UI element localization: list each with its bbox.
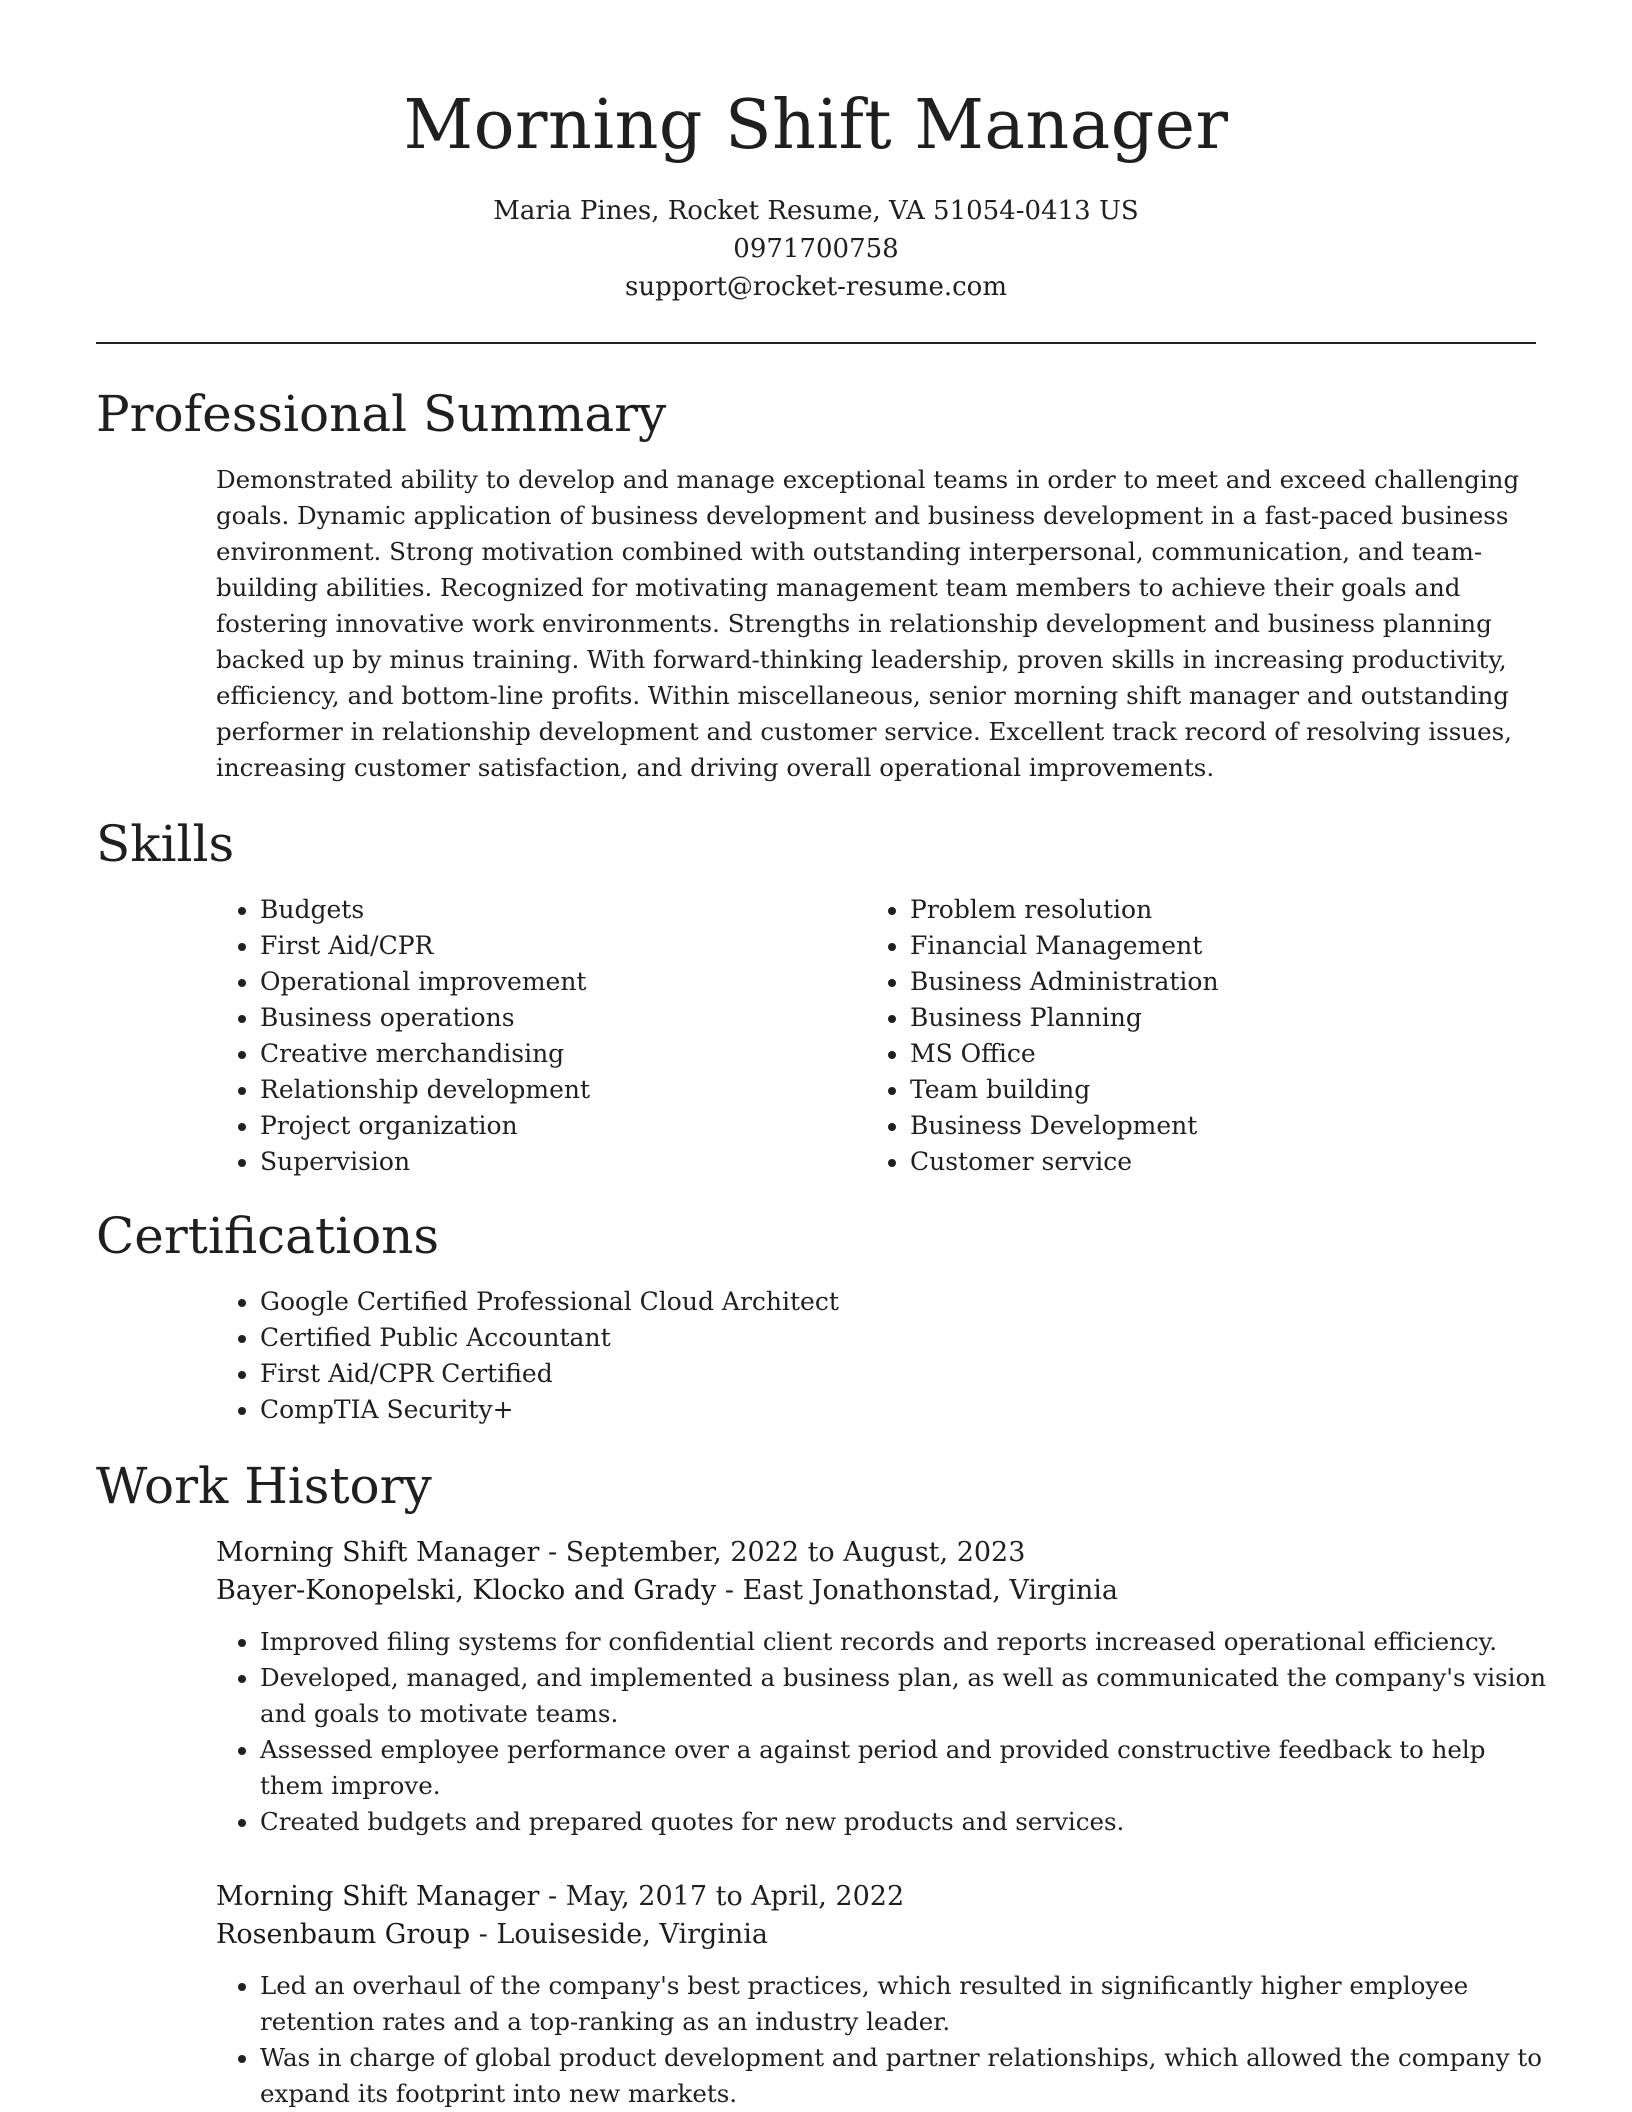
certification-item: • Certified Public Accountant (260, 1320, 1260, 1356)
skill-item: • Business Administration (910, 964, 1510, 1000)
skill-item: • Operational improvement (260, 964, 860, 1000)
skill-item: • MS Office (910, 1036, 1510, 1072)
skill-item: • Relationship development (260, 1072, 860, 1108)
job-title-line (216, 1534, 1546, 1572)
summary-text: Demonstrated ability to develop and manage exceptional teams in order to meet and exceed challenging goals. Dynamic application of business development and business development in a fast-paced business environment. Strong motivation combined with outstanding interpersonal, communication, and team-building abilities. Recognized for motivating management team members to achieve their goals and fostering innovative work environments. Strengths in relationship development and business planning backed up by minus training. With forward-thinking leadership, proven skills in increasing productivity, efficiency, and bottom-line profits. Within miscellaneous, senior morning shift manager and outstanding performer in relationship development and customer service. Excellent track record of resolving issues, increasing customer satisfaction, and driving overall operational improvements. (216, 465, 1520, 782)
skill-item: • Financial Management (910, 928, 1510, 964)
contact-block (0, 192, 1632, 306)
job-bullets (216, 1968, 1546, 2112)
certification-item: • CompTIA Security+ (260, 1392, 1260, 1428)
skill-item: • Business Development (910, 1108, 1510, 1144)
job-title-line (216, 1878, 1546, 1916)
certifications-heading: Certifications (96, 1207, 440, 1265)
skill-item: • Team building (910, 1072, 1510, 1108)
skill-item: • Problem resolution (910, 892, 1510, 928)
skill-item: • Customer service (910, 1144, 1510, 1180)
job-entry (216, 1534, 1546, 1840)
skill-item: • Creative merchandising (260, 1036, 860, 1072)
job-dates: - September, 2022 to August, 2023 (539, 1537, 1026, 1568)
certifications-list (216, 1284, 1260, 1428)
job-company-line (216, 1572, 1546, 1610)
job-bullets (216, 1624, 1546, 1840)
skills-list-left (216, 892, 860, 1180)
job-company-line (216, 1916, 1546, 1954)
job-bullet: • Was in charge of global product development and partner relationships, which allowed the company to expand its footprint into new markets. (260, 2040, 1546, 2112)
job-location: - Louiseside, Virginia (470, 1919, 769, 1950)
job-bullet: • Created budgets and prepared quotes for new products and services. (260, 1804, 1546, 1840)
skill-item: • Project organization (260, 1108, 860, 1144)
skill-item: • First Aid/CPR (260, 928, 860, 964)
job-bullet: • Led an overhaul of the company's best practices, which resulted in significantly higher employee retention rates and a top-ranking as an industry leader. (260, 1968, 1546, 2040)
certification-item: • Google Certified Professional Cloud Architect (260, 1284, 1260, 1320)
contact-phone: 0971700758 (733, 234, 899, 264)
job-title: Morning Shift Manager (216, 1881, 540, 1912)
contact-email: support@rocket-resume.com (624, 272, 1007, 302)
job-company: Rosenbaum Group (216, 1919, 471, 1950)
job-bullet: • Improved filing systems for confidential client records and reports increased operational efficiency. (260, 1624, 1546, 1660)
certification-item: • First Aid/CPR Certified (260, 1356, 1260, 1392)
skill-item: • Supervision (260, 1144, 860, 1180)
header-divider (96, 342, 1536, 344)
contact-address: Maria Pines, Rocket Resume, VA 51054-0413 US (493, 196, 1139, 226)
job-company: Bayer-Konopelski, Klocko and Grady (216, 1575, 717, 1606)
skills-list-right (866, 892, 1510, 1180)
skills-heading: Skills (96, 815, 235, 873)
skill-item: • Budgets (260, 892, 860, 928)
summary-heading: Professional Summary (96, 385, 667, 443)
job-location: - East Jonathonstad, Virginia (716, 1575, 1119, 1606)
resume-name: Morning Shift Manager (403, 86, 1229, 165)
job-bullet: • Assessed employee performance over a against period and provided constructive feedback to help them improve. (260, 1732, 1546, 1804)
job-entry (216, 1878, 1546, 2112)
job-dates: - May, 2017 to April, 2022 (539, 1881, 905, 1912)
skill-item: • Business Planning (910, 1000, 1510, 1036)
work-history-heading: Work History (96, 1457, 432, 1515)
job-title: Morning Shift Manager (216, 1537, 540, 1568)
skill-item: • Business operations (260, 1000, 860, 1036)
job-bullet: • Developed, managed, and implemented a business plan, as well as communicated the company's vision and goals to motivate teams. (260, 1660, 1546, 1732)
